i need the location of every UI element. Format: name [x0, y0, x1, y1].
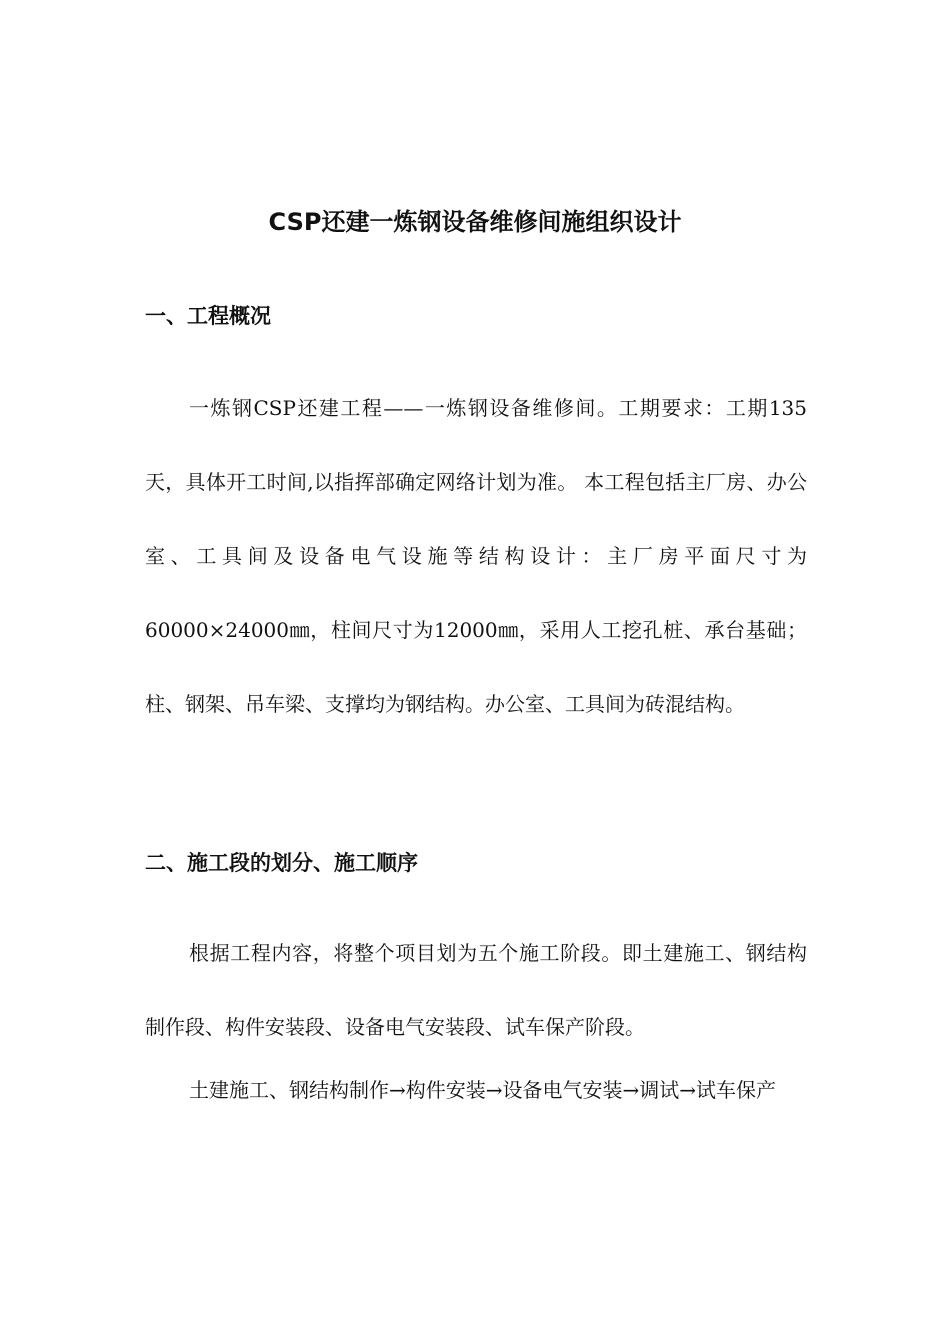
section-heading-overview: 一、工程概况 [145, 304, 271, 328]
phases-paragraph: 根据工程内容，将整个项目划为五个施工阶段。即土建施工、钢结构制作段、构件安装段、设备电气安装段、试车保产阶段。 [145, 941, 807, 1039]
overview-paragraph: 一炼钢CSP还建工程——一炼钢设备维修间。工期要求：工期135天，具体开工时间,以指挥部确定网络计划为准。 本工程包括主厂房、办公室、工具间及设备电气设施等结构设计：主厂房平面尺寸为60000×24000㎜，柱间尺寸为12000㎜，采用人工挖孔桩、承台基础；柱、钢架、吊车梁、支撑均为钢结构。办公室、工具间为砖混结构。 [145, 396, 807, 716]
sequence-paragraph: 土建施工、钢结构制作→构件安装→设备电气安装→调试→试车保产 [189, 1078, 777, 1102]
document-title: CSP还建一炼钢设备维修间施组织设计 [268, 208, 682, 236]
section-heading-phases: 二、施工段的划分、施工顺序 [145, 851, 418, 875]
